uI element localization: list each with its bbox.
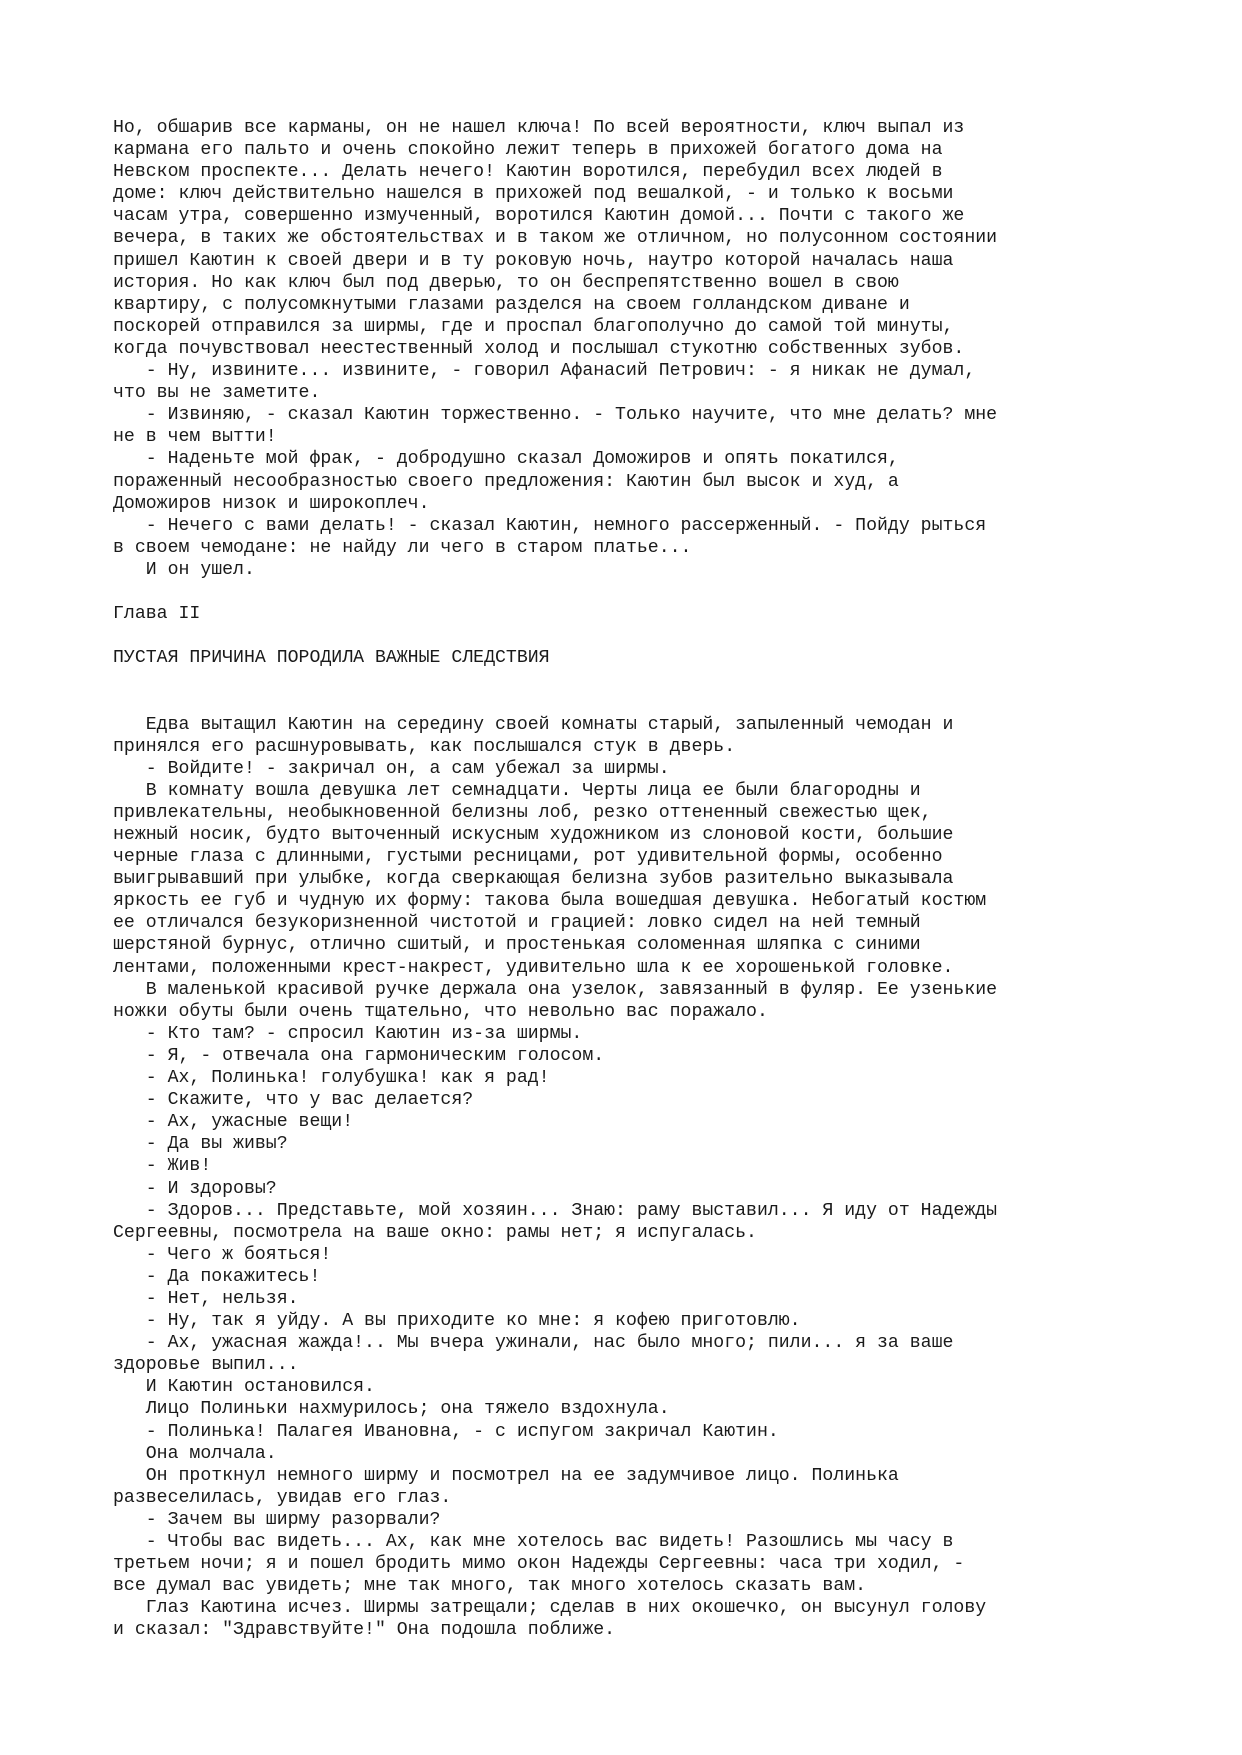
text-line: нежный носик, будто выточенный искусным художником из слоновой кости, большие [113, 825, 954, 845]
text-line: пораженный несообразностью своего предложения: Каютин был высок и худ, а [113, 471, 899, 492]
text-line: ее отличался безукоризненной чистотой и грацией: ловко сидел на ней темный [113, 913, 921, 934]
text-block-chapter-body [113, 714, 1142, 1642]
text-line: И он ушел. [113, 559, 255, 580]
text-line: - Да покажитесь! [113, 1266, 321, 1287]
document-page [113, 117, 1142, 1641]
text-line: развеселилась, увидав его глаз. [113, 1487, 452, 1508]
text-line: - И здоровы? [113, 1178, 277, 1199]
text-line: - Кто там? - спросил Каютин из-за ширмы. [113, 1023, 583, 1044]
text-line: Но, обшарив все карманы, он не нашел ключа! По всей вероятности, ключ выпал из [113, 118, 965, 138]
text-line: - Здоров... Представьте, мой хозяин... Знаю: раму выставил... Я иду от Надежды [113, 1200, 998, 1221]
text-line: история. Но как ключ был под дверью, то он беспрепятственно вошел в свою [113, 272, 899, 293]
text-line: - Войдите! - закричал он, а сам убежал за ширмы. [113, 758, 670, 779]
text-line: Доможиров низок и широкоплеч. [113, 493, 430, 514]
text-line: третьем ночи; я и пошел бродить мимо окон Надежды Сергеевны: часа три ходил, - [113, 1554, 965, 1575]
text-line: - Чего ж бояться! [113, 1244, 332, 1265]
chapter-title: ПУСТАЯ ПРИЧИНА ПОРОДИЛА ВАЖНЫЕ СЛЕДСТВИЯ [113, 648, 550, 669]
text-line: - Ну, извините... извините, - говорил Афанасий Петрович: - я никак не думал, [113, 361, 976, 382]
text-line: - Зачем вы ширму разорвали? [113, 1509, 441, 1530]
text-line: - Чтобы вас видеть... Ах, как мне хотелось вас видеть! Разошлись мы часу в [113, 1532, 954, 1552]
text-line: доме: ключ действительно нашелся в прихожей под вешалкой, - и только к восьми [113, 184, 954, 205]
text-line: Она молчала. [113, 1443, 277, 1464]
text-line: яркость ее губ и чудную их форму: такова была вошедшая девушка. Небогатый костюм [113, 891, 987, 912]
text-block-chapter-end [113, 117, 1142, 581]
text-line: что вы не заметите. [113, 383, 321, 404]
spacer [113, 691, 1142, 713]
text-line: вечера, в таких же обстоятельствах и в таком же отличном, но полусонном состоянии [113, 228, 998, 249]
text-line: - Извиняю, - сказал Каютин торжественно. - Только научите, что мне делать? мне [113, 405, 998, 426]
text-line: - Ах, ужасная жажда!.. Мы вчера ужинали, нас было много; пили... я за ваше [113, 1333, 954, 1354]
text-line: - Нет, нельзя. [113, 1288, 299, 1309]
text-line: - Ну, так я уйду. А вы приходите ко мне: я кофею приготовлю. [113, 1311, 801, 1332]
text-line: В маленькой красивой ручке держала она узелок, завязанный в фуляр. Ее узенькие [113, 979, 998, 1000]
text-line: шерстяной бурнус, отлично сшитый, и простенькая соломенная шляпка с синими [113, 935, 921, 956]
text-line: лентами, положенными крест-накрест, удивительно шла к ее хорошенькой головке. [113, 957, 954, 978]
text-line: Сергеевны, посмотрела на ваше окно: рамы нет; я испугалась. [113, 1222, 757, 1243]
text-line: - Скажите, что у вас делается? [113, 1090, 474, 1111]
text-line: Едва вытащил Каютин на середину своей комнаты старый, запыленный чемодан и [113, 714, 954, 735]
text-line: - Я, - отвечала она гармоническим голосом. [113, 1045, 605, 1066]
text-line: и сказал: "Здравствуйте!" Она подошла поближе. [113, 1620, 616, 1641]
chapter-label: Глава II [113, 604, 201, 625]
text-line: - Полинька! Палагея Ивановна, - с испугом закричал Каютин. [113, 1421, 779, 1442]
spacer [113, 669, 1142, 691]
text-line: не в чем вытти! [113, 427, 277, 448]
text-line: И Каютин остановился. [113, 1377, 375, 1398]
text-line: Невском проспекте... Делать нечего! Каютин воротился, перебудил всех людей в [113, 162, 943, 183]
text-line: Лицо Полиньки нахмурилось; она тяжело вздохнула. [113, 1399, 670, 1420]
text-line: Он проткнул немного ширму и посмотрел на ее задумчивое лицо. Полинька [113, 1465, 899, 1486]
text-line: в своем чемодане: не найду ли чего в старом платье... [113, 537, 692, 558]
text-line: выигрывавший при улыбке, когда сверкающая белизна зубов разительно выказывала [113, 869, 954, 890]
spacer [113, 625, 1142, 647]
text-line: поскорей отправился за ширмы, где и проспал благополучно до самой той минуты, [113, 316, 954, 337]
text-line: В комнату вошла девушка лет семнадцати. Черты лица ее были благородны и [113, 780, 921, 801]
text-line: Глаз Каютина исчез. Ширмы затрещали; сделав в них окошечко, он высунул голову [113, 1598, 987, 1619]
text-line: - Ах, Полинька! голубушка! как я рад! [113, 1068, 550, 1089]
text-line: привлекательны, необыкновенной белизны лоб, резко оттененный свежестью щек, [113, 802, 932, 823]
spacer [113, 581, 1142, 603]
text-line: пришел Каютин к своей двери и в ту роковую ночь, наутро которой началась наша [113, 250, 954, 271]
text-line: - Ах, ужасные вещи! [113, 1112, 354, 1133]
text-line: здоровье выпил... [113, 1355, 299, 1376]
text-line: - Нечего с вами делать! - сказал Каютин, немного рассерженный. - Пойду рыться [113, 515, 987, 536]
text-line: - Жив! [113, 1156, 212, 1177]
text-line: все думал вас увидеть; мне так много, так много хотелось сказать вам. [113, 1576, 867, 1597]
text-line: когда почувствовал неестественный холод и послышал стукотню собственных зубов. [113, 338, 965, 359]
text-line: принялся его расшнуровывать, как послышался стук в дверь. [113, 736, 736, 757]
text-line: черные глаза с длинными, густыми ресницами, рот удивительной формы, особенно [113, 847, 943, 868]
text-line: часам утра, совершенно измученный, воротился Каютин домой... Почти с такого же [113, 206, 965, 227]
text-line: - Да вы живы? [113, 1134, 288, 1155]
text-line: ножки обуты были очень тщательно, что невольно вас поражало. [113, 1001, 768, 1022]
text-line: кармана его пальто и очень спокойно лежит теперь в прихожей богатого дома на [113, 140, 943, 161]
text-line: квартиру, с полусомкнутыми глазами разделся на своем голландском диване и [113, 294, 910, 315]
text-line: - Наденьте мой фрак, - добродушно сказал Доможиров и опять покатился, [113, 449, 899, 470]
